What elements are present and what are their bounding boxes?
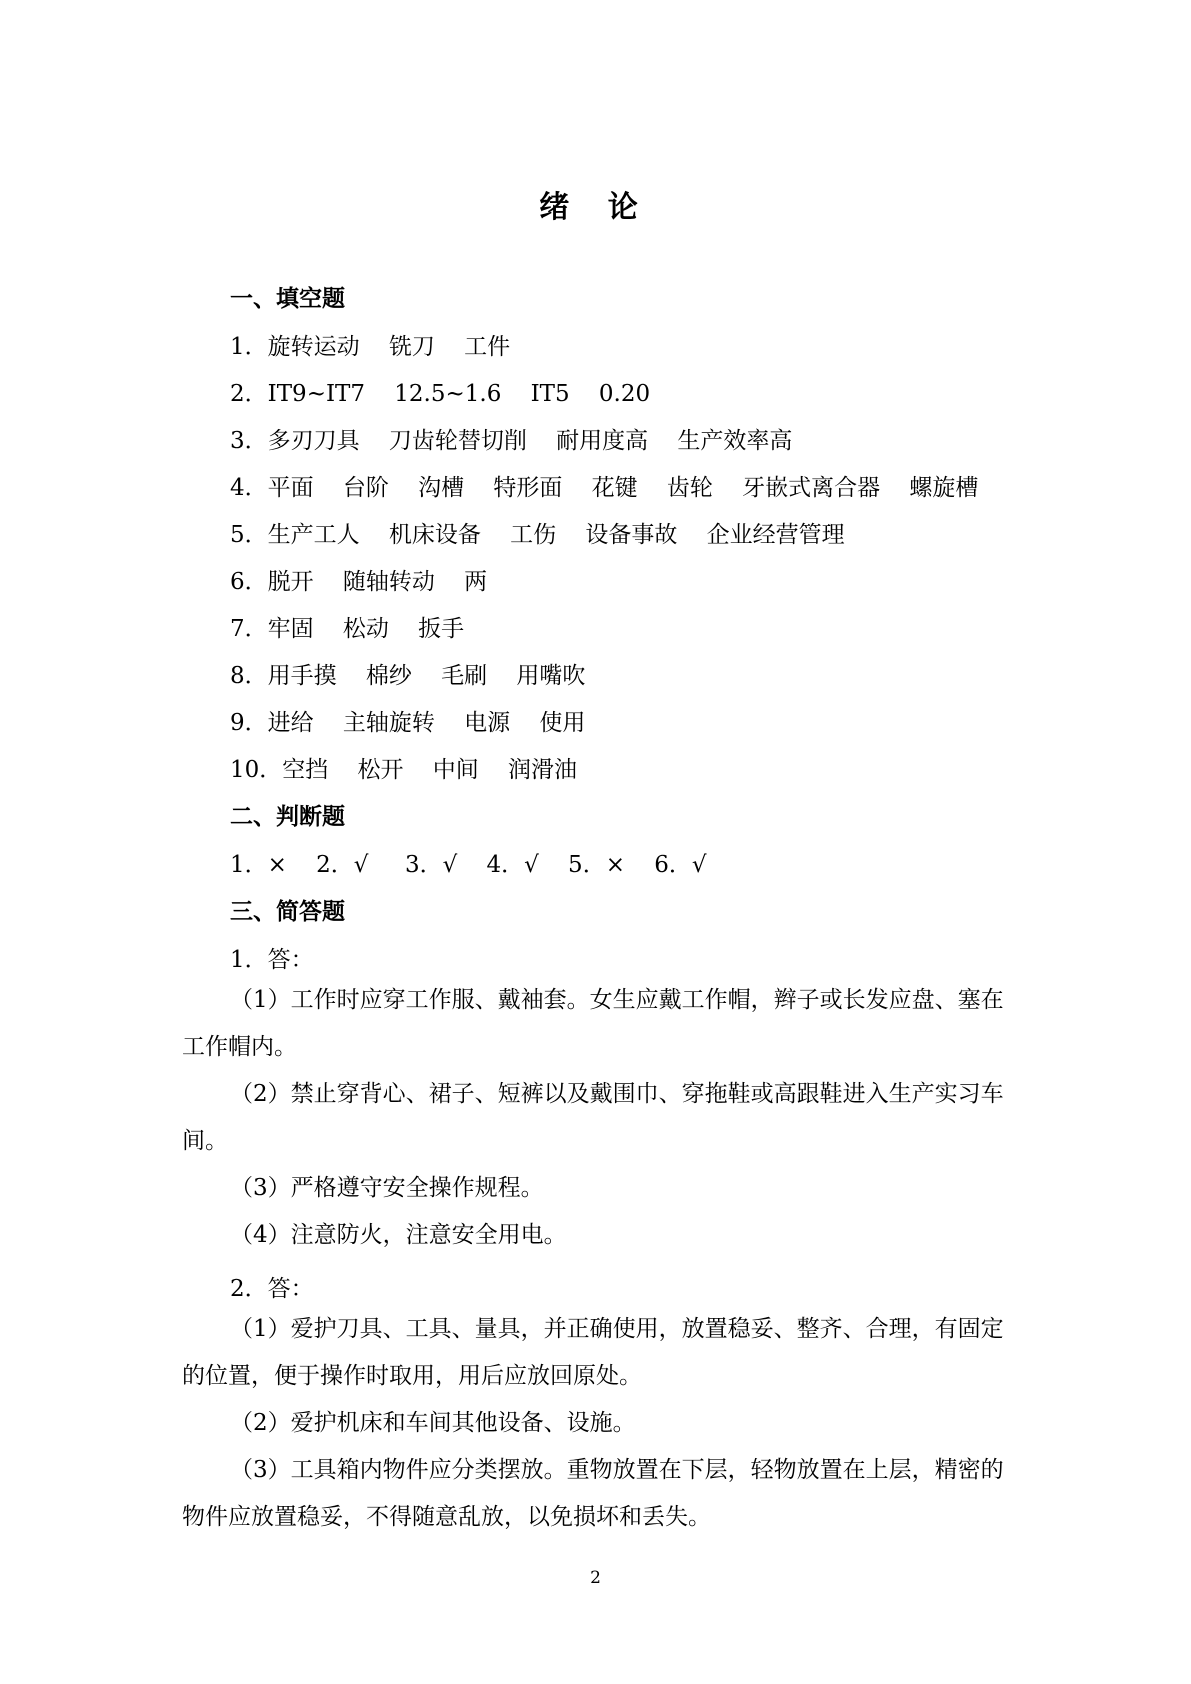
answer-line: 7．牢固 松动 扳手 [230,616,465,642]
answer-line: 2．IT9~IT7 12.5~1.6 IT5 0.20 [230,381,651,407]
answer-line: 3．多刃刀具 刀齿轮替切削 耐用度高 生产效率高 [230,428,793,454]
section-heading-short-answer: 三、简答题 [230,898,345,925]
section-heading-true-false: 二、判断题 [230,803,345,830]
answer-line: 9．进给 主轴旋转 电源 使用 [230,710,586,736]
answer-line: 6．脱开 随轴转动 两 [230,569,488,595]
answer-paragraph: （2）禁止穿背心、裙子、短裤以及戴围巾、穿拖鞋或高跟鞋进入生产实习车间。 [182,1081,1004,1154]
answer-paragraph: （2）爱护机床和车间其他设备、设施。 [230,1410,636,1436]
answer-paragraph: （1）爱护刀具、工具、量具，并正确使用，放置稳妥、整齐、合理，有固定的位置，便于操作时取用，用后应放回原处。 [182,1316,1004,1389]
answer-line: 4．平面 台阶 沟槽 特形面 花键 齿轮 牙嵌式离合器 螺旋槽 [230,475,979,501]
answer-paragraph: （4）注意防火，注意安全用电。 [230,1222,567,1248]
answer-line: 10．空挡 松开 中间 润滑油 [230,757,577,783]
answer-paragraph: （1）工作时应穿工作服、戴袖套。女生应戴工作帽，辫子或长发应盘、塞在工作帽内。 [182,987,1004,1060]
page-number: 2 [590,1568,601,1588]
answer-line: 8．用手摸 棉纱 毛刷 用嘴吹 [230,663,586,689]
question-label: 1．答： [230,947,314,973]
true-false-answers: 1．× 2．√ 3．√ 4．√ 5．× 6．√ [230,852,707,878]
page-title: 绪 论 [539,190,652,225]
section-heading-fill-blank: 一、填空题 [230,285,345,312]
question-label: 2．答： [230,1276,314,1302]
answer-line: 5．生产工人 机床设备 工伤 设备事故 企业经营管理 [230,522,845,548]
answer-paragraph: （3）工具箱内物件应分类摆放。重物放置在下层，轻物放置在上层，精密的物件应放置稳妥，不得随意乱放，以免损坏和丢失。 [182,1457,1004,1530]
answer-paragraph: （3）严格遵守安全操作规程。 [230,1175,544,1201]
answer-line: 1．旋转运动 铣刀 工件 [230,334,511,360]
